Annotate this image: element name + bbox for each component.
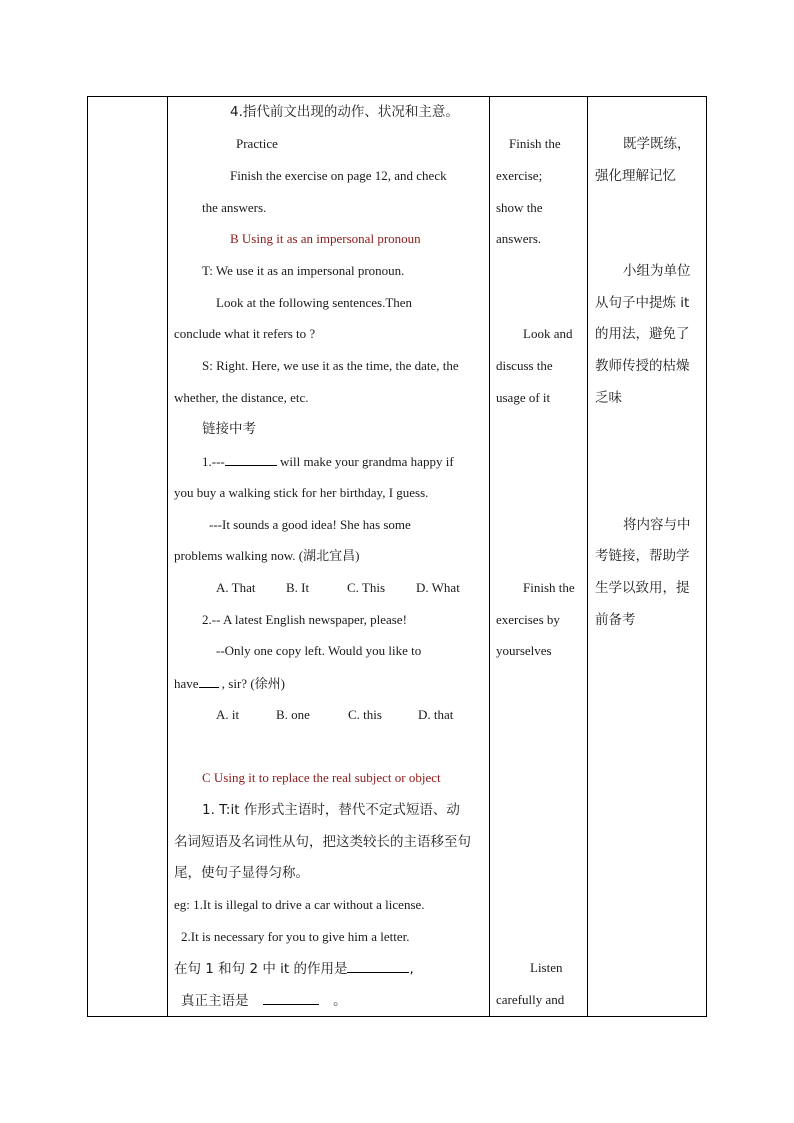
- question-1-text: will make your grandma happy if: [280, 454, 454, 469]
- activity-line: Finish the: [523, 580, 575, 595]
- fill-in-line: [181, 992, 347, 1009]
- table-border-left: [87, 96, 88, 1017]
- table-border-bottom: [87, 1016, 707, 1017]
- option-a: A. That: [216, 580, 256, 595]
- answer-blank: [199, 675, 219, 688]
- option-b: B. It: [286, 580, 310, 595]
- option-c: C. this: [348, 707, 382, 722]
- fill-in-prefix: 在句 1 和句 2 中 it 的作用是: [174, 961, 348, 977]
- intent-line: 将内容与中: [623, 517, 691, 533]
- fill-in-line: [174, 960, 414, 977]
- activity-line: usage of it: [496, 390, 551, 405]
- content-line: whether, the distance, etc.: [174, 390, 309, 405]
- fill-in-suffix: ,: [409, 961, 414, 977]
- intent-line: 强化理解记忆: [595, 168, 676, 184]
- content-line: S: Right. Here, we use it as the time, the date, the: [202, 358, 459, 373]
- activity-line: show the: [496, 200, 543, 215]
- activity-line: Listen: [530, 960, 563, 975]
- table-border-top: [87, 96, 707, 97]
- fill-in-prefix: 真正主语是: [181, 993, 249, 1009]
- column-divider-1: [167, 96, 168, 1017]
- activity-line: yourselves: [496, 643, 552, 658]
- content-line: --Only one copy left. Would you like to: [216, 643, 422, 658]
- content-line: conclude what it refers to ?: [174, 326, 316, 341]
- content-line: problems walking now. (湖北宜昌): [174, 548, 360, 563]
- intent-line: 小组为单位: [623, 263, 691, 279]
- column-divider-3: [587, 96, 588, 1017]
- question-2-text: , sir? (徐州): [221, 676, 285, 691]
- answer-blank: [263, 992, 319, 1005]
- question-1-line: [202, 453, 454, 470]
- content-line: 尾，使句子显得匀称。: [174, 865, 309, 881]
- option-d: D. What: [416, 580, 460, 595]
- content-line: 4.指代前文出现的动作、状况和主意。: [230, 104, 459, 120]
- content-line: ---It sounds a good idea! She has some: [209, 517, 411, 532]
- option-c: C. This: [347, 580, 386, 595]
- example-line: 2.It is necessary for you to give him a letter.: [181, 929, 410, 944]
- content-line: 名词短语及名词性从句，把这类较长的主语移至句: [174, 834, 471, 850]
- option-b: B. one: [276, 707, 310, 722]
- content-line: 2.-- A latest English newspaper, please!: [202, 612, 407, 627]
- intent-line: 从句子中提炼 it: [595, 295, 690, 311]
- intent-line: 乏味: [595, 390, 622, 406]
- intent-line: 既学既练，: [623, 136, 691, 152]
- answer-blank: [347, 960, 409, 973]
- content-line: the answers.: [202, 200, 267, 215]
- content-line: you buy a walking stick for her birthday, I guess.: [174, 485, 429, 500]
- content-line: 1. T:it 作形式主语时，替代不定式短语、动: [202, 802, 460, 818]
- option-d: D. that: [418, 707, 454, 722]
- exam-link-heading: 链接中考: [202, 421, 256, 437]
- activity-line: carefully and: [496, 992, 565, 1007]
- intent-line: 的用法，避免了: [595, 326, 690, 342]
- activity-line: answers.: [496, 231, 542, 246]
- option-a: A. it: [216, 707, 240, 722]
- practice-heading: Practice: [236, 136, 278, 151]
- column-divider-2: [489, 96, 490, 1017]
- intent-line: 考链接，帮助学: [595, 548, 690, 564]
- intent-line: 前备考: [595, 612, 636, 628]
- activity-line: Look and: [523, 326, 573, 341]
- example-line: eg: 1.It is illegal to drive a car without a license.: [174, 897, 425, 912]
- intent-line: 教师传授的枯燥: [595, 358, 690, 374]
- question-1-prefix: 1.---: [202, 454, 225, 469]
- activity-line: discuss the: [496, 358, 553, 373]
- activity-line: Finish the: [509, 136, 561, 151]
- activity-line: exercise;: [496, 168, 543, 183]
- activity-line: exercises by: [496, 612, 560, 627]
- content-line: Look at the following sentences.Then: [216, 295, 413, 310]
- fill-in-suffix: 。: [333, 993, 347, 1009]
- intent-line: 生学以致用，提: [595, 580, 690, 596]
- section-c-heading: C Using it to replace the real subject or object: [202, 770, 441, 785]
- answer-blank: [225, 453, 277, 466]
- question-2-prefix: have: [174, 676, 199, 691]
- section-b-heading: B Using it as an impersonal pronoun: [230, 231, 421, 246]
- table-border-right: [706, 96, 707, 1017]
- content-line: T: We use it as an impersonal pronoun.: [202, 263, 405, 278]
- content-line: Finish the exercise on page 12, and check: [230, 168, 447, 183]
- question-2-line: [174, 675, 285, 692]
